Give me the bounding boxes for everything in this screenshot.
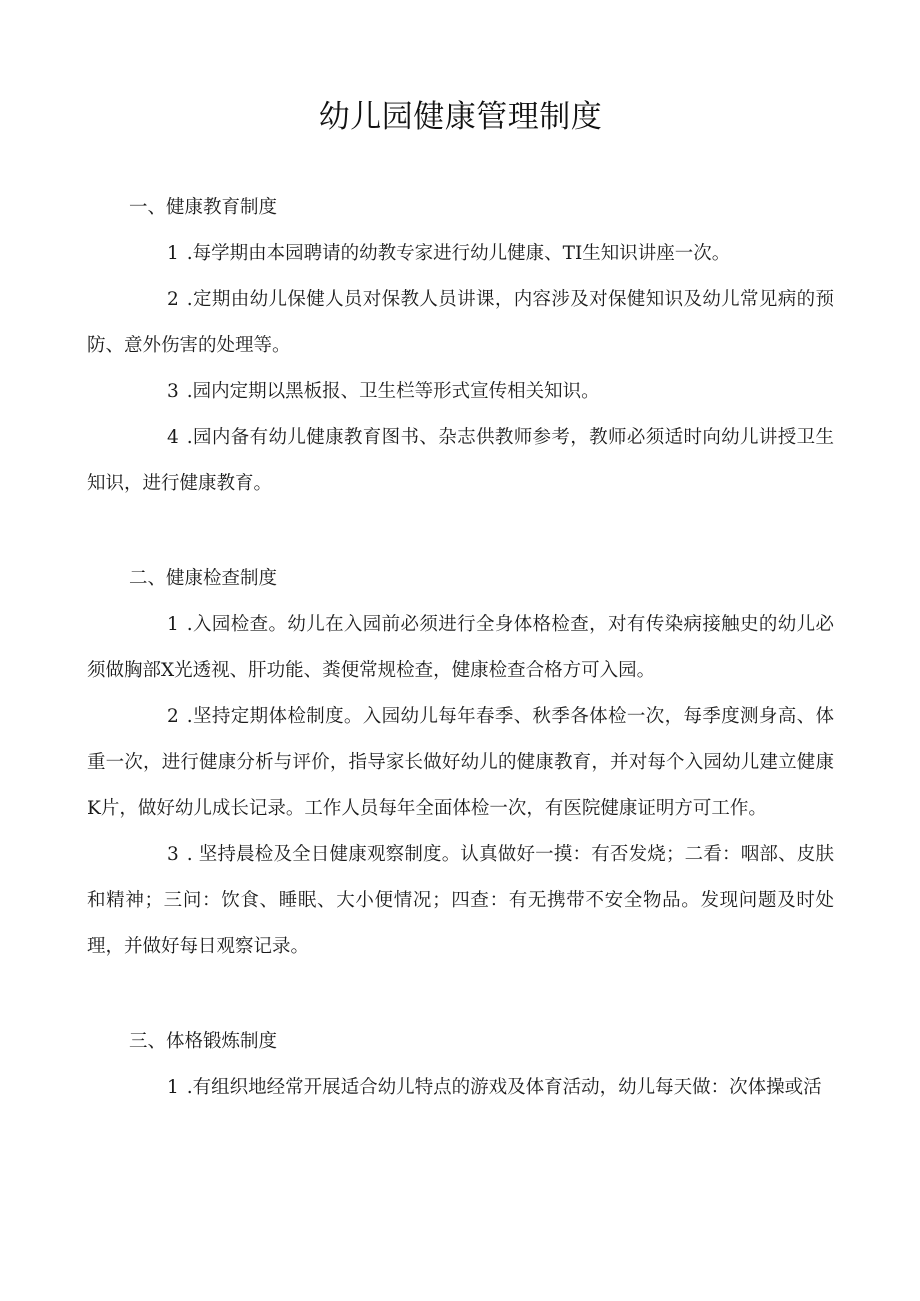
list-item: [87, 694, 834, 832]
list-item: [87, 602, 834, 694]
item-number: 3: [167, 381, 179, 402]
item-text: .园内定期以黑板报、卫生栏等形式宣传相关知识。: [186, 381, 600, 402]
item-number: 1: [167, 1077, 179, 1098]
list-item: [87, 277, 834, 369]
section-heading: 一、健康教育制度: [129, 197, 278, 218]
section-heading: 三、体格锻炼制度: [129, 1031, 278, 1052]
item-number: 1: [167, 243, 179, 264]
item-text: . 坚持晨检及全日健康观察制度。认真做好一摸：有否发烧；二看：咽部、皮肤和精神；三问：饮食、睡眠、大小便情况；四查：有无携带不安全物品。发现问题及时处理，并做好每日观察记录。: [87, 844, 834, 957]
item-number: 4: [167, 427, 179, 448]
item-number: 2: [167, 289, 179, 310]
list-item: [87, 415, 834, 507]
item-text: .有组织地经常开展适合幼儿特点的游戏及体育活动，幼儿每天做：次体操或活: [186, 1077, 822, 1098]
section-health-education: [87, 185, 834, 507]
list-item: [87, 832, 834, 970]
list-item: [87, 231, 834, 277]
item-text: .园内备有幼儿健康教育图书、杂志供教师参考，教师必须适时向幼儿讲授卫生知识，进行健康教育。: [87, 427, 834, 494]
item-text: .定期由幼儿保健人员对保教人员讲课，内容涉及对保健知识及幼儿常见病的预防、意外伤害的处理等。: [87, 289, 834, 356]
section-health-check: [87, 556, 834, 970]
item-text: .入园检查。幼儿在入园前必须进行全身体格检查，对有传染病接触史的幼儿必须做胸部X光透视、肝功能、粪便常规检查，健康检查合格方可入园。: [87, 614, 834, 681]
section-physical-exercise: [87, 1019, 834, 1111]
item-text: .每学期由本园聘请的幼教专家进行幼儿健康、TI生知识讲座一次。: [186, 243, 731, 264]
section-heading: 二、健康检查制度: [129, 568, 278, 589]
item-number: 3: [167, 844, 179, 865]
item-number: 2: [167, 706, 179, 727]
item-number: 1: [167, 614, 179, 635]
item-text: .坚持定期体检制度。入园幼儿每年春季、秋季各体检一次，每季度测身高、体重一次，进行健康分析与评价，指导家长做好幼儿的健康教育，并对每个入园幼儿建立健康K片，做好幼儿成长记录。工作人员每年全面体检一次，有医院健康证明方可工作。: [87, 706, 834, 819]
list-item: [87, 369, 834, 415]
list-item: [87, 1065, 834, 1111]
document-title: 幼儿园健康管理制度: [318, 99, 603, 135]
